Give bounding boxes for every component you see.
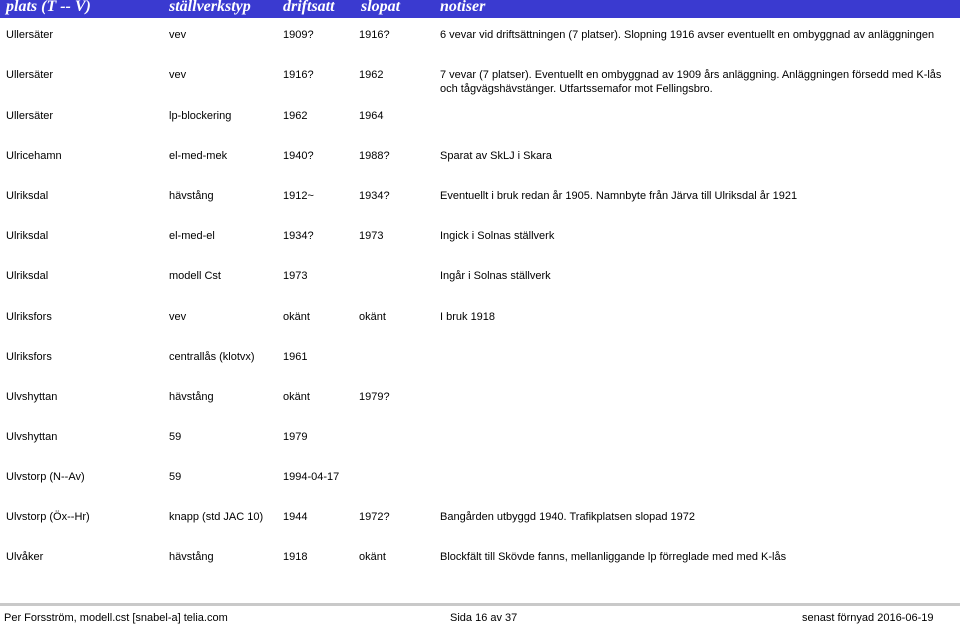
cell-type: el-med-mek <box>169 150 228 162</box>
cell-driftsatt: okänt <box>283 391 310 403</box>
cell-notes: Ingick i Solnas ställverk <box>440 230 555 242</box>
cell-driftsatt: 1961 <box>283 351 308 363</box>
cell-place: Ulvåker <box>6 551 44 563</box>
cell-place: Ullersäter <box>6 69 54 81</box>
table-row <box>0 150 960 190</box>
cell-type: vev <box>169 69 187 81</box>
cell-slopat: 1916? <box>359 29 390 41</box>
cell-type: centrallås (klotvx) <box>169 351 255 363</box>
cell-place: Ulriksdal <box>6 230 49 242</box>
cell-notes: Eventuellt i bruk redan år 1905. Namnbyte från Järva till Ulriksdal år 1921 <box>440 190 798 202</box>
cell-place: Ulriksdal <box>6 190 49 202</box>
header-slopat: slopat <box>361 0 401 15</box>
table-row <box>0 29 960 69</box>
cell-driftsatt: 1912~ <box>283 190 314 202</box>
cell-slopat: 1973 <box>359 230 384 242</box>
cell-slopat: okänt <box>359 551 386 563</box>
cell-place: Ulvshyttan <box>6 391 58 403</box>
table-row <box>0 431 960 471</box>
table-row <box>0 270 960 310</box>
table-row <box>0 190 960 230</box>
cell-notes: I bruk 1918 <box>440 311 496 323</box>
footer-page-number: Sida 16 av 37 <box>450 612 518 624</box>
header-place: plats (T -- V) <box>6 0 91 15</box>
table-row <box>0 230 960 270</box>
table-row <box>0 110 960 150</box>
cell-notes: Sparat av SkLJ i Skara <box>440 150 552 162</box>
cell-place: Ullersäter <box>6 29 54 41</box>
table-row <box>0 351 960 391</box>
cell-type: hävstång <box>169 391 214 403</box>
cell-notes: Ingår i Solnas ställverk <box>440 270 551 282</box>
cell-slopat: 1962 <box>359 69 384 81</box>
cell-driftsatt: 1944 <box>283 511 308 523</box>
cell-type: 59 <box>169 431 182 443</box>
cell-notes: Blockfält till Skövde fanns, mellanliggande lp förreglade med med K-lås <box>440 551 787 563</box>
cell-driftsatt: 1962 <box>283 110 308 122</box>
cell-driftsatt: 1934? <box>283 230 314 242</box>
cell-notes: 6 vevar vid driftsättningen (7 platser). Slopning 1916 avser eventuellt en ombyggnad av anläggningen <box>440 29 935 41</box>
cell-place: Ulvshyttan <box>6 431 58 443</box>
table-row <box>0 471 960 511</box>
cell-driftsatt: 1916? <box>283 69 314 81</box>
header-notes: notiser <box>440 0 486 15</box>
footer-updated: senast förnyad 2016-06-19 <box>802 612 934 624</box>
cell-slopat: okänt <box>359 311 386 323</box>
table-header <box>0 0 960 18</box>
cell-place: Ulriksfors <box>6 351 52 363</box>
cell-driftsatt: 1973 <box>283 270 308 282</box>
table-row <box>0 511 960 551</box>
cell-slopat: 1964 <box>359 110 384 122</box>
cell-place: Ulvstorp (N--Av) <box>6 471 85 483</box>
cell-slopat: 1988? <box>359 150 390 162</box>
cell-place: Ulricehamn <box>6 150 62 162</box>
cell-driftsatt: 1979 <box>283 431 308 443</box>
cell-driftsatt: 1994-04-17 <box>283 471 340 483</box>
cell-slopat: 1934? <box>359 190 390 202</box>
cell-driftsatt: 1909? <box>283 29 314 41</box>
cell-type: el-med-el <box>169 230 215 242</box>
cell-slopat: 1972? <box>359 511 390 523</box>
table-row <box>0 311 960 351</box>
cell-place: Ulriksdal <box>6 270 49 282</box>
cell-place: Ullersäter <box>6 110 54 122</box>
cell-place: Ulvstorp (Öx--Hr) <box>6 511 90 523</box>
cell-type: hävstång <box>169 551 214 563</box>
cell-type: knapp (std JAC 10) <box>169 511 264 523</box>
cell-notes: 7 vevar (7 platser). Eventuellt en ombyggnad av 1909 års anläggning. Anläggningen försedd med K-lås och tågvägshävstänger. Utfartssemafor mot Fellingsbro. <box>440 69 942 95</box>
cell-type: vev <box>169 311 187 323</box>
table-row <box>0 551 960 591</box>
table-row <box>0 69 960 109</box>
cell-type: lp-blockering <box>169 110 232 122</box>
table-row <box>0 391 960 431</box>
cell-type: modell Cst <box>169 270 221 282</box>
cell-type: 59 <box>169 471 182 483</box>
cell-notes: Bangården utbyggd 1940. Trafikplatsen slopad 1972 <box>440 511 696 523</box>
cell-slopat: 1979? <box>359 391 390 403</box>
header-driftsatt: driftsatt <box>283 0 335 15</box>
cell-driftsatt: 1918 <box>283 551 308 563</box>
footer-divider <box>0 603 960 606</box>
cell-type: hävstång <box>169 190 214 202</box>
cell-type: vev <box>169 29 187 41</box>
cell-driftsatt: okänt <box>283 311 310 323</box>
footer-author: Per Forsström, modell.cst [snabel-a] telia.com <box>4 612 228 624</box>
header-type: ställverkstyp <box>169 0 251 15</box>
cell-place: Ulriksfors <box>6 311 52 323</box>
cell-driftsatt: 1940? <box>283 150 314 162</box>
